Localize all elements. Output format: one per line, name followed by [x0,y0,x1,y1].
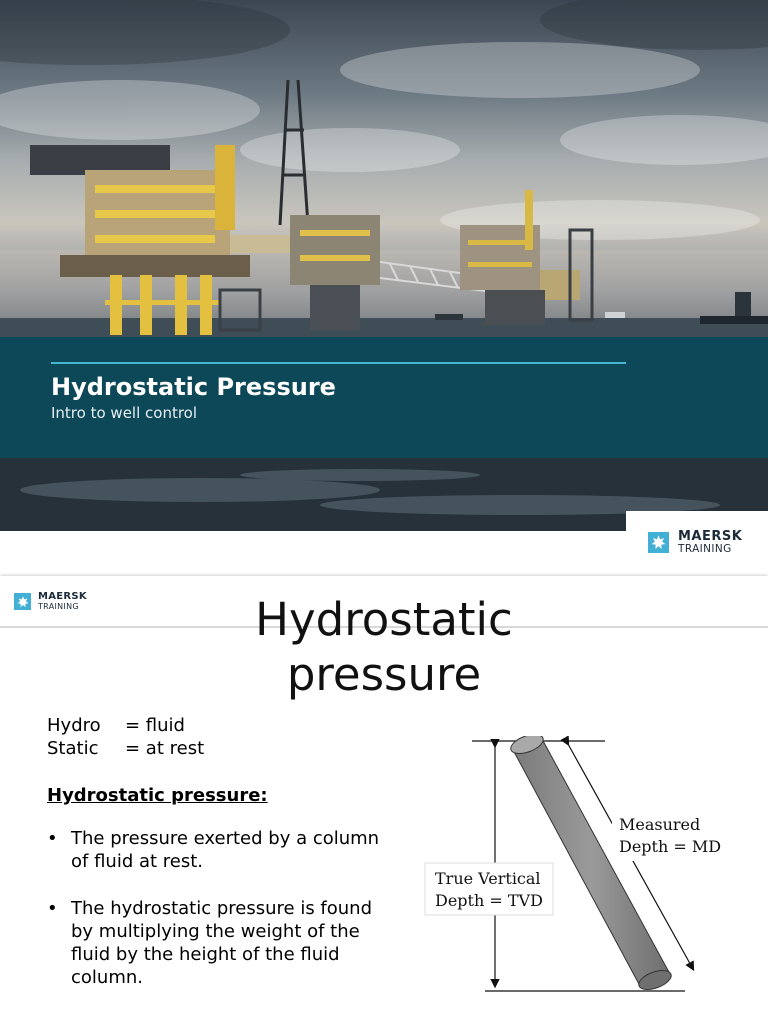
section-heading: Hydrostatic pressure: [47,785,268,806]
slide-subtitle: Intro to well control [51,404,198,422]
maersk-training-logo [648,530,742,555]
tvd-label-line2: Depth = TVD [435,891,543,910]
logo-brand: MAERSK [38,591,87,602]
definition-row [47,714,397,737]
tvd-label-line1: True Vertical [435,869,541,888]
seven-point-star-icon [14,593,31,610]
content-slide [0,576,768,1024]
definition-meaning: = fluid [125,715,185,736]
md-label-line2: Depth = MD [619,837,722,856]
bullet-item: • The pressure exerted by a column of fluid at rest. [47,827,397,873]
md-label-line1: Measured [619,815,701,834]
definition-term: Static [47,738,99,759]
bullet-list [47,827,397,989]
maersk-training-logo-small [14,592,87,611]
title-rule [51,362,626,364]
definition-meaning: = at rest [125,738,205,759]
md-tvd-diagram [415,736,735,1004]
logo-subtext: TRAINING [38,602,79,611]
slide-title: Hydrostatic pressure [255,593,513,701]
definition-term: Hydro [47,715,101,736]
slide-body [47,714,397,1013]
bullet-item: • The hydrostatic pressure is found by multiplying the weight of the fluid by the height of the fluid column. [47,897,397,989]
definition-row [47,737,397,760]
logo-brand: MAERSK [678,529,743,544]
seven-point-star-icon [648,532,669,553]
logo-subtext: TRAINING [678,543,732,555]
slide-title: Hydrostatic Pressure [51,373,336,401]
